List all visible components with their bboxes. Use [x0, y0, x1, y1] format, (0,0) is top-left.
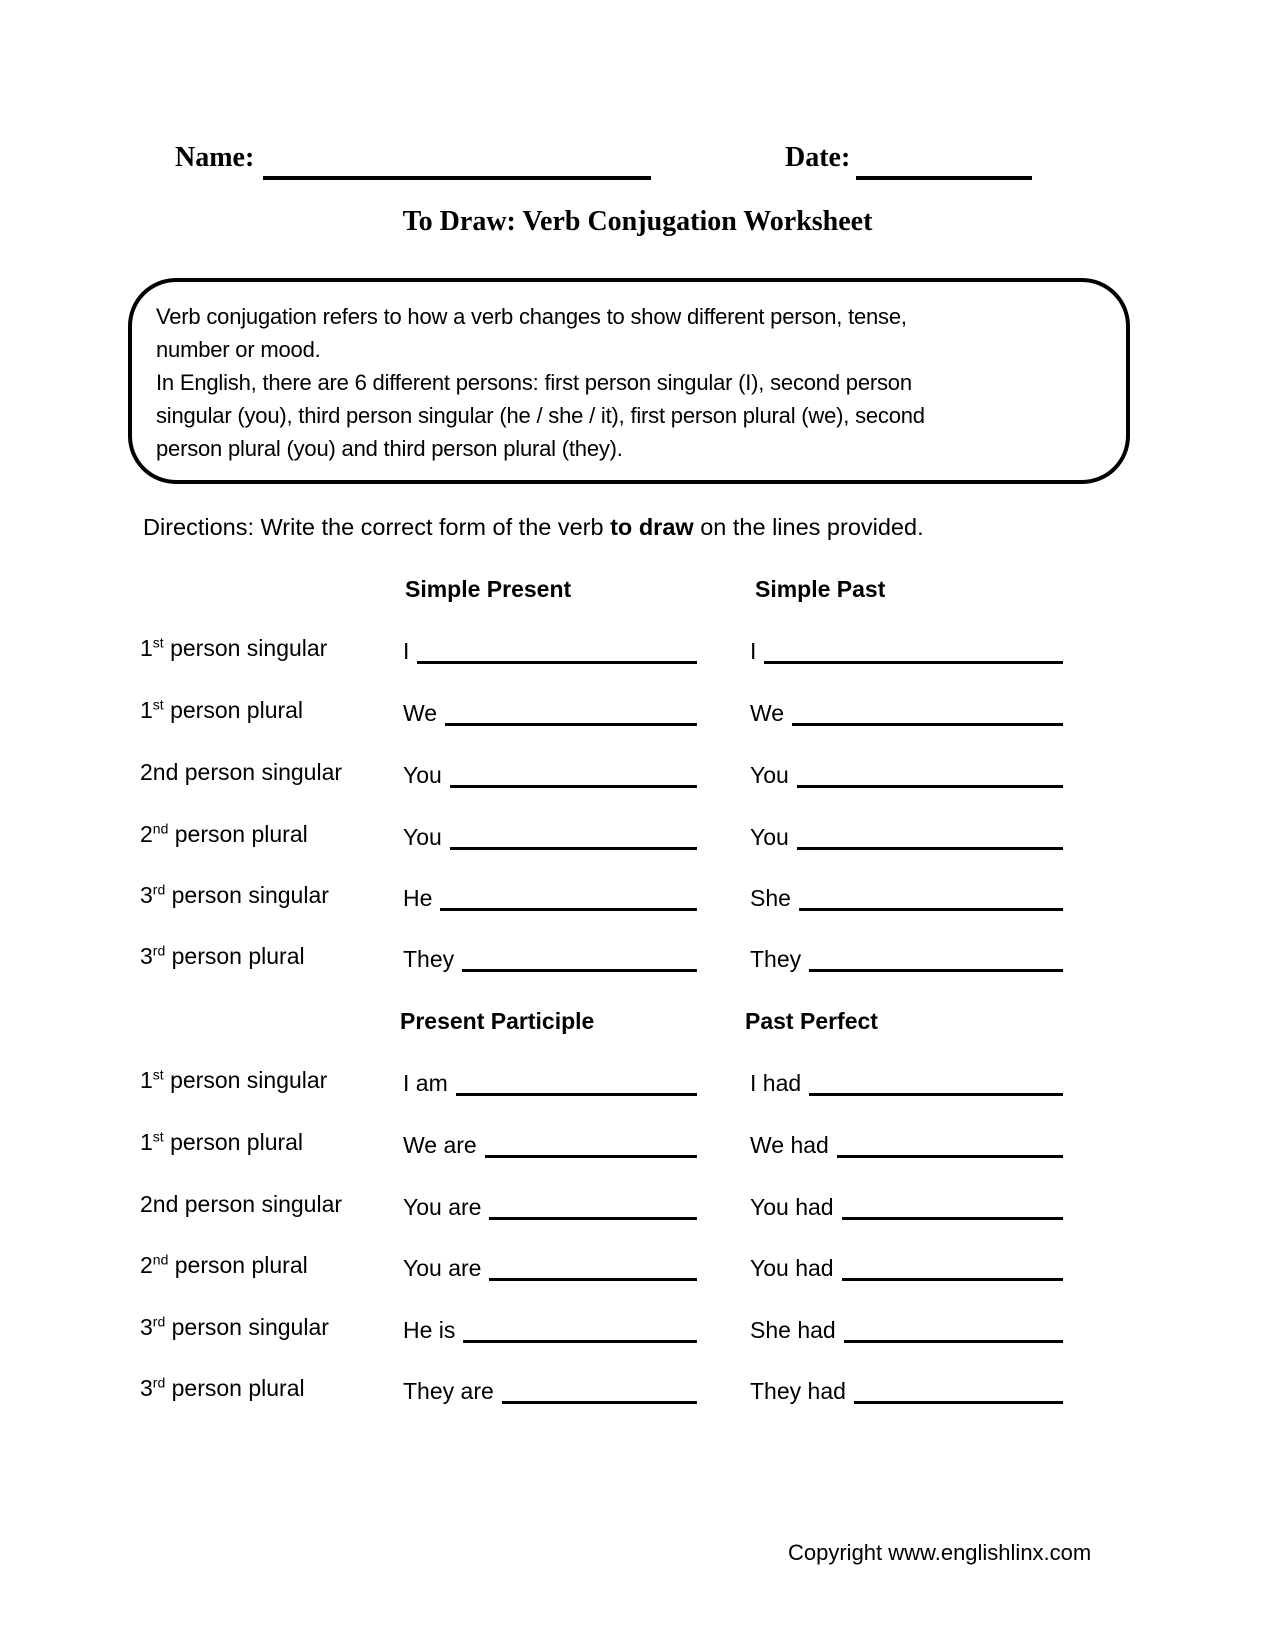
pronoun: You had [750, 1193, 834, 1220]
table-row [0, 816, 1275, 850]
definition-text-line: person plural (you) and third person plural (they). [156, 436, 623, 461]
definition-box [128, 278, 1130, 484]
directions-verb: to draw [610, 514, 694, 540]
pronoun: I [750, 637, 757, 664]
row-label: 1st person singular [140, 1066, 328, 1093]
definition-text-line: number or mood. [156, 337, 321, 362]
pronoun: He is [403, 1316, 456, 1343]
blank-line [417, 660, 697, 664]
pronoun: You are [403, 1254, 482, 1281]
pronoun: They are [403, 1377, 494, 1404]
directions-text: Directions: Write the correct form of the verb [143, 514, 611, 540]
blank-line [463, 1339, 697, 1343]
blank-line [854, 1400, 1063, 1404]
blank-line [502, 1400, 697, 1404]
blank-line [450, 846, 697, 850]
pronoun: They [403, 945, 455, 972]
blank-line [764, 660, 1063, 664]
blank-line [792, 722, 1063, 726]
name-label: Name: [175, 142, 255, 173]
pronoun: We [403, 699, 438, 726]
row-label: 1st person plural [140, 1128, 304, 1155]
pronoun: She [750, 884, 791, 911]
column-header-past-perfect: Past Perfect [745, 1008, 878, 1034]
blank-line [440, 907, 697, 911]
pronoun: We had [750, 1131, 829, 1158]
name-blank-line [263, 176, 651, 180]
pronoun: He [403, 884, 433, 911]
blank-line [842, 1277, 1063, 1281]
pronoun: I am [403, 1069, 448, 1096]
pronoun: She had [750, 1316, 836, 1343]
table-row [0, 630, 1275, 664]
definition-text-line: Verb conjugation refers to how a verb changes to show different person, tense, [156, 304, 907, 329]
blank-line [797, 784, 1063, 788]
row-label: 3rd person singular [140, 881, 329, 908]
table-row [0, 1124, 1275, 1158]
definition-text-line: In English, there are 6 different persons: first person singular (I), second person [156, 370, 912, 395]
page-title: To Draw: Verb Conjugation Worksheet [402, 206, 873, 237]
table-row [0, 1309, 1275, 1343]
blank-line [489, 1216, 697, 1220]
blank-line [485, 1154, 697, 1158]
table-row [0, 1247, 1275, 1281]
blank-line [809, 968, 1063, 972]
pronoun: You had [750, 1254, 834, 1281]
table-row [0, 1062, 1275, 1096]
table-row [0, 1186, 1275, 1220]
column-header-present-participle: Present Participle [400, 1008, 595, 1034]
row-label: 2nd person singular [140, 1191, 343, 1217]
row-label: 2nd person singular [140, 759, 343, 785]
blank-line [837, 1154, 1063, 1158]
row-label: 3rd person plural [140, 942, 305, 969]
definition-text-line: singular (you), third person singular (he / she / it), first person plural (we), second [156, 403, 925, 428]
row-label: 1st person singular [140, 634, 328, 661]
blank-line [445, 722, 697, 726]
row-label: 3rd person singular [140, 1313, 329, 1340]
blank-line [456, 1092, 697, 1096]
blank-line [844, 1339, 1063, 1343]
blank-line [842, 1216, 1063, 1220]
pronoun: You [403, 761, 442, 788]
table-row [0, 692, 1275, 726]
row-label: 2nd person plural [140, 1251, 308, 1278]
column-header-simple-present: Simple Present [405, 576, 572, 602]
blank-line [450, 784, 697, 788]
date-label: Date: [785, 142, 851, 173]
pronoun: They had [750, 1377, 846, 1404]
directions [143, 514, 924, 541]
pronoun: You [750, 761, 789, 788]
copyright-notice: Copyright www.englishlinx.com [788, 1540, 1092, 1565]
pronoun: You [403, 823, 442, 850]
blank-line [799, 907, 1063, 911]
row-label: 3rd person plural [140, 1374, 305, 1401]
pronoun: They [750, 945, 802, 972]
pronoun: I had [750, 1069, 802, 1096]
pronoun: You are [403, 1193, 482, 1220]
directions-text: on the lines provided. [693, 514, 924, 540]
blank-line [462, 968, 697, 972]
blank-line [489, 1277, 697, 1281]
pronoun: We are [403, 1131, 477, 1158]
table-row [0, 1370, 1275, 1404]
column-header-simple-past: Simple Past [755, 576, 886, 602]
pronoun: I [403, 637, 410, 664]
date-blank-line [856, 176, 1032, 180]
pronoun: We [750, 699, 785, 726]
blank-line [809, 1092, 1063, 1096]
blank-line [797, 846, 1063, 850]
table-row [0, 938, 1275, 972]
pronoun: You [750, 823, 789, 850]
row-label: 1st person plural [140, 696, 304, 723]
table-row [0, 754, 1275, 788]
row-label: 2nd person plural [140, 820, 308, 847]
table-row [0, 877, 1275, 911]
